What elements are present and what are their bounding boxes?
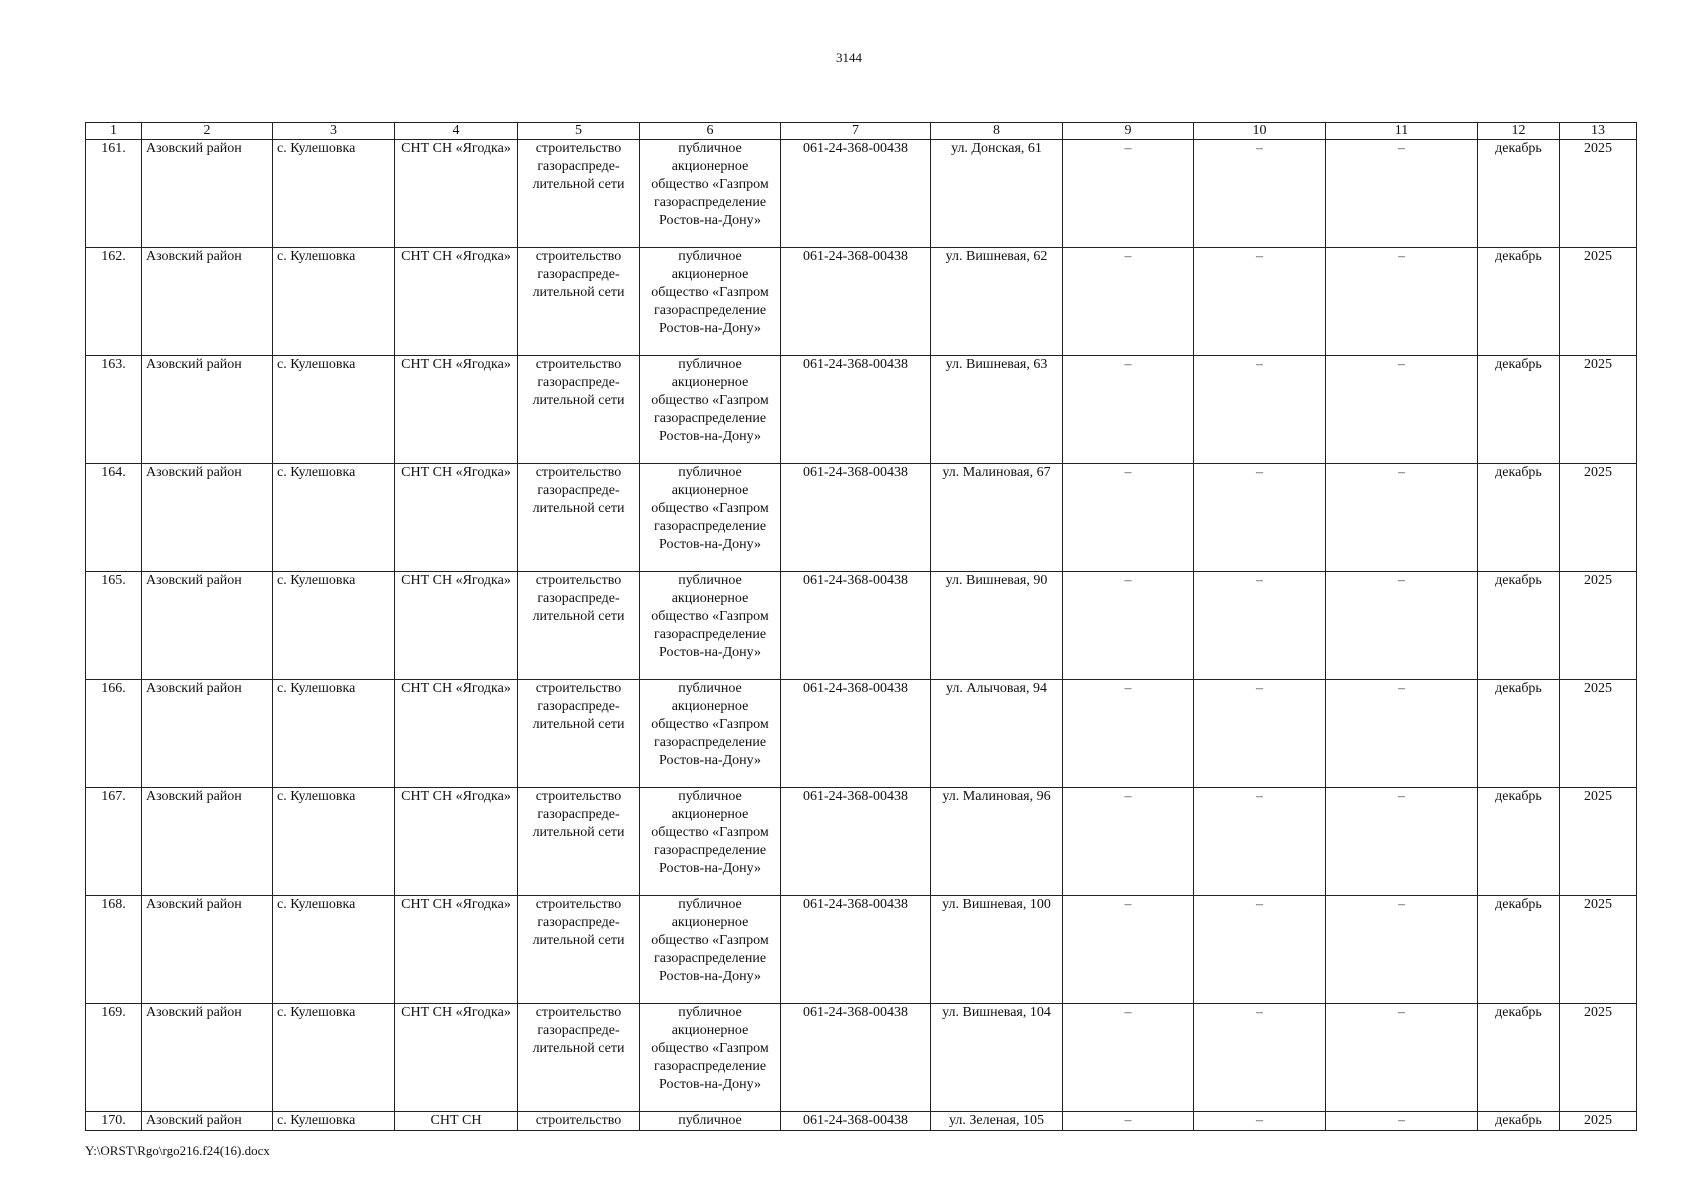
- snt-cell: СНТ СН «Ягодка»: [395, 680, 518, 788]
- year-cell: 2025: [1560, 572, 1637, 680]
- column-number-13: 13: [1560, 123, 1637, 140]
- organization-cell: публичное акционерное общество «Газпром газораспределение Ростов-на-Дону»: [640, 896, 781, 1004]
- document-table: [85, 122, 1637, 1131]
- column-number-9: 9: [1063, 123, 1194, 140]
- snt-cell: СНТ СН «Ягодка»: [395, 788, 518, 896]
- address-cell: ул. Вишневая, 100: [931, 896, 1063, 1004]
- address-cell: ул. Алычовая, 94: [931, 680, 1063, 788]
- column-10-cell: –: [1194, 1004, 1326, 1112]
- settlement-cell: с. Кулешовка: [273, 572, 395, 680]
- row-number-cell: 167.: [86, 788, 142, 896]
- column-10-cell: –: [1194, 788, 1326, 896]
- page-number: 3144: [836, 50, 862, 65]
- year-cell: 2025: [1560, 1004, 1637, 1112]
- snt-cell: СНТ СН «Ягодка»: [395, 464, 518, 572]
- settlement-cell: с. Кулешовка: [273, 1112, 395, 1131]
- column-9-cell: –: [1063, 896, 1194, 1004]
- address-cell: ул. Вишневая, 104: [931, 1004, 1063, 1112]
- row-number-cell: 164.: [86, 464, 142, 572]
- work-type-cell: строительство газораспреде-лительной сети: [518, 680, 640, 788]
- row-number-cell: 168.: [86, 896, 142, 1004]
- snt-cell: СНТ СН «Ягодка»: [395, 572, 518, 680]
- organization-cell: публичное акционерное общество «Газпром газораспределение Ростов-на-Дону»: [640, 356, 781, 464]
- column-10-cell: –: [1194, 572, 1326, 680]
- registry-code-cell: 061-24-368-00438: [781, 572, 931, 680]
- registry-code-cell: 061-24-368-00438: [781, 464, 931, 572]
- month-cell: декабрь: [1478, 680, 1560, 788]
- month-cell: декабрь: [1478, 896, 1560, 1004]
- column-10-cell: –: [1194, 140, 1326, 248]
- column-11-cell: –: [1326, 680, 1478, 788]
- snt-cell: СНТ СН «Ягодка»: [395, 1004, 518, 1112]
- settlement-cell: с. Кулешовка: [273, 464, 395, 572]
- column-11-cell: –: [1326, 140, 1478, 248]
- month-cell: декабрь: [1478, 248, 1560, 356]
- row-number-cell: 166.: [86, 680, 142, 788]
- organization-cell: публичное: [640, 1112, 781, 1131]
- column-number-4: 4: [395, 123, 518, 140]
- column-9-cell: –: [1063, 140, 1194, 248]
- month-cell: декабрь: [1478, 788, 1560, 896]
- year-cell: 2025: [1560, 356, 1637, 464]
- year-cell: 2025: [1560, 788, 1637, 896]
- row-number-cell: 169.: [86, 1004, 142, 1112]
- table-row: [86, 464, 1637, 572]
- column-10-cell: –: [1194, 356, 1326, 464]
- table-row: [86, 356, 1637, 464]
- work-type-cell: строительство газораспреде-лительной сети: [518, 1004, 640, 1112]
- organization-cell: публичное акционерное общество «Газпром газораспределение Ростов-на-Дону»: [640, 1004, 781, 1112]
- settlement-cell: с. Кулешовка: [273, 140, 395, 248]
- month-cell: декабрь: [1478, 356, 1560, 464]
- organization-cell: публичное акционерное общество «Газпром газораспределение Ростов-на-Дону»: [640, 140, 781, 248]
- registry-code-cell: 061-24-368-00438: [781, 896, 931, 1004]
- work-type-cell: строительство газораспреде-лительной сети: [518, 140, 640, 248]
- settlement-cell: с. Кулешовка: [273, 248, 395, 356]
- table-row: [86, 1004, 1637, 1112]
- address-cell: ул. Вишневая, 90: [931, 572, 1063, 680]
- address-cell: ул. Донская, 61: [931, 140, 1063, 248]
- column-number-7: 7: [781, 123, 931, 140]
- address-cell: ул. Вишневая, 62: [931, 248, 1063, 356]
- row-number-cell: 162.: [86, 248, 142, 356]
- column-9-cell: –: [1063, 680, 1194, 788]
- column-10-cell: –: [1194, 896, 1326, 1004]
- year-cell: 2025: [1560, 464, 1637, 572]
- column-10-cell: –: [1194, 248, 1326, 356]
- district-cell: Азовский район: [142, 1112, 273, 1131]
- column-9-cell: –: [1063, 572, 1194, 680]
- year-cell: 2025: [1560, 1112, 1637, 1131]
- month-cell: декабрь: [1478, 572, 1560, 680]
- column-9-cell: –: [1063, 1004, 1194, 1112]
- row-number-cell: 165.: [86, 572, 142, 680]
- row-number-cell: 161.: [86, 140, 142, 248]
- district-cell: Азовский район: [142, 248, 273, 356]
- table-row: [86, 1112, 1637, 1131]
- column-11-cell: –: [1326, 464, 1478, 572]
- district-cell: Азовский район: [142, 356, 273, 464]
- table-row: [86, 248, 1637, 356]
- registry-code-cell: 061-24-368-00438: [781, 356, 931, 464]
- work-type-cell: строительство газораспреде-лительной сети: [518, 896, 640, 1004]
- work-type-cell: строительство газораспреде-лительной сети: [518, 356, 640, 464]
- column-number-row: [86, 123, 1637, 140]
- table-row: [86, 680, 1637, 788]
- snt-cell: СНТ СН «Ягодка»: [395, 248, 518, 356]
- column-9-cell: –: [1063, 464, 1194, 572]
- work-type-cell: строительство газораспреде-лительной сети: [518, 572, 640, 680]
- column-9-cell: –: [1063, 1112, 1194, 1131]
- settlement-cell: с. Кулешовка: [273, 788, 395, 896]
- table-body: [86, 140, 1637, 1131]
- column-11-cell: –: [1326, 356, 1478, 464]
- column-10-cell: –: [1194, 680, 1326, 788]
- work-type-cell: строительство: [518, 1112, 640, 1131]
- settlement-cell: с. Кулешовка: [273, 1004, 395, 1112]
- column-number-8: 8: [931, 123, 1063, 140]
- column-number-11: 11: [1326, 123, 1478, 140]
- district-cell: Азовский район: [142, 1004, 273, 1112]
- settlement-cell: с. Кулешовка: [273, 896, 395, 1004]
- registry-code-cell: 061-24-368-00438: [781, 1112, 931, 1131]
- organization-cell: публичное акционерное общество «Газпром газораспределение Ростов-на-Дону»: [640, 464, 781, 572]
- column-number-5: 5: [518, 123, 640, 140]
- registry-code-cell: 061-24-368-00438: [781, 248, 931, 356]
- row-number-cell: 163.: [86, 356, 142, 464]
- column-10-cell: –: [1194, 1112, 1326, 1131]
- organization-cell: публичное акционерное общество «Газпром газораспределение Ростов-на-Дону»: [640, 788, 781, 896]
- address-cell: ул. Вишневая, 63: [931, 356, 1063, 464]
- district-cell: Азовский район: [142, 572, 273, 680]
- column-number-10: 10: [1194, 123, 1326, 140]
- column-11-cell: –: [1326, 1004, 1478, 1112]
- snt-cell: СНТ СН: [395, 1112, 518, 1131]
- row-number-cell: 170.: [86, 1112, 142, 1131]
- registry-code-cell: 061-24-368-00438: [781, 1004, 931, 1112]
- column-11-cell: –: [1326, 1112, 1478, 1131]
- organization-cell: публичное акционерное общество «Газпром газораспределение Ростов-на-Дону»: [640, 572, 781, 680]
- address-cell: ул. Малиновая, 67: [931, 464, 1063, 572]
- snt-cell: СНТ СН «Ягодка»: [395, 356, 518, 464]
- year-cell: 2025: [1560, 896, 1637, 1004]
- column-9-cell: –: [1063, 356, 1194, 464]
- column-number-1: 1: [86, 123, 142, 140]
- month-cell: декабрь: [1478, 464, 1560, 572]
- column-11-cell: –: [1326, 788, 1478, 896]
- year-cell: 2025: [1560, 248, 1637, 356]
- organization-cell: публичное акционерное общество «Газпром газораспределение Ростов-на-Дону»: [640, 680, 781, 788]
- district-cell: Азовский район: [142, 680, 273, 788]
- column-11-cell: –: [1326, 248, 1478, 356]
- snt-cell: СНТ СН «Ягодка»: [395, 140, 518, 248]
- district-cell: Азовский район: [142, 464, 273, 572]
- column-11-cell: –: [1326, 896, 1478, 1004]
- table-row: [86, 788, 1637, 896]
- year-cell: 2025: [1560, 680, 1637, 788]
- column-10-cell: –: [1194, 464, 1326, 572]
- settlement-cell: с. Кулешовка: [273, 356, 395, 464]
- column-number-12: 12: [1478, 123, 1560, 140]
- address-cell: ул. Зеленая, 105: [931, 1112, 1063, 1131]
- footer-file-path: Y:\ORST\Rgo\rgo216.f24(16).docx: [85, 1143, 270, 1158]
- column-number-2: 2: [142, 123, 273, 140]
- district-cell: Азовский район: [142, 896, 273, 1004]
- district-cell: Азовский район: [142, 788, 273, 896]
- month-cell: декабрь: [1478, 1112, 1560, 1131]
- organization-cell: публичное акционерное общество «Газпром газораспределение Ростов-на-Дону»: [640, 248, 781, 356]
- registry-code-cell: 061-24-368-00438: [781, 140, 931, 248]
- registry-code-cell: 061-24-368-00438: [781, 788, 931, 896]
- work-type-cell: строительство газораспреде-лительной сети: [518, 788, 640, 896]
- column-number-6: 6: [640, 123, 781, 140]
- table-row: [86, 572, 1637, 680]
- address-cell: ул. Малиновая, 96: [931, 788, 1063, 896]
- district-cell: Азовский район: [142, 140, 273, 248]
- work-type-cell: строительство газораспреде-лительной сети: [518, 248, 640, 356]
- table-row: [86, 140, 1637, 248]
- year-cell: 2025: [1560, 140, 1637, 248]
- snt-cell: СНТ СН «Ягодка»: [395, 896, 518, 1004]
- registry-code-cell: 061-24-368-00438: [781, 680, 931, 788]
- work-type-cell: строительство газораспреде-лительной сети: [518, 464, 640, 572]
- column-9-cell: –: [1063, 248, 1194, 356]
- column-9-cell: –: [1063, 788, 1194, 896]
- month-cell: декабрь: [1478, 1004, 1560, 1112]
- settlement-cell: с. Кулешовка: [273, 680, 395, 788]
- table-row: [86, 896, 1637, 1004]
- month-cell: декабрь: [1478, 140, 1560, 248]
- column-number-3: 3: [273, 123, 395, 140]
- column-11-cell: –: [1326, 572, 1478, 680]
